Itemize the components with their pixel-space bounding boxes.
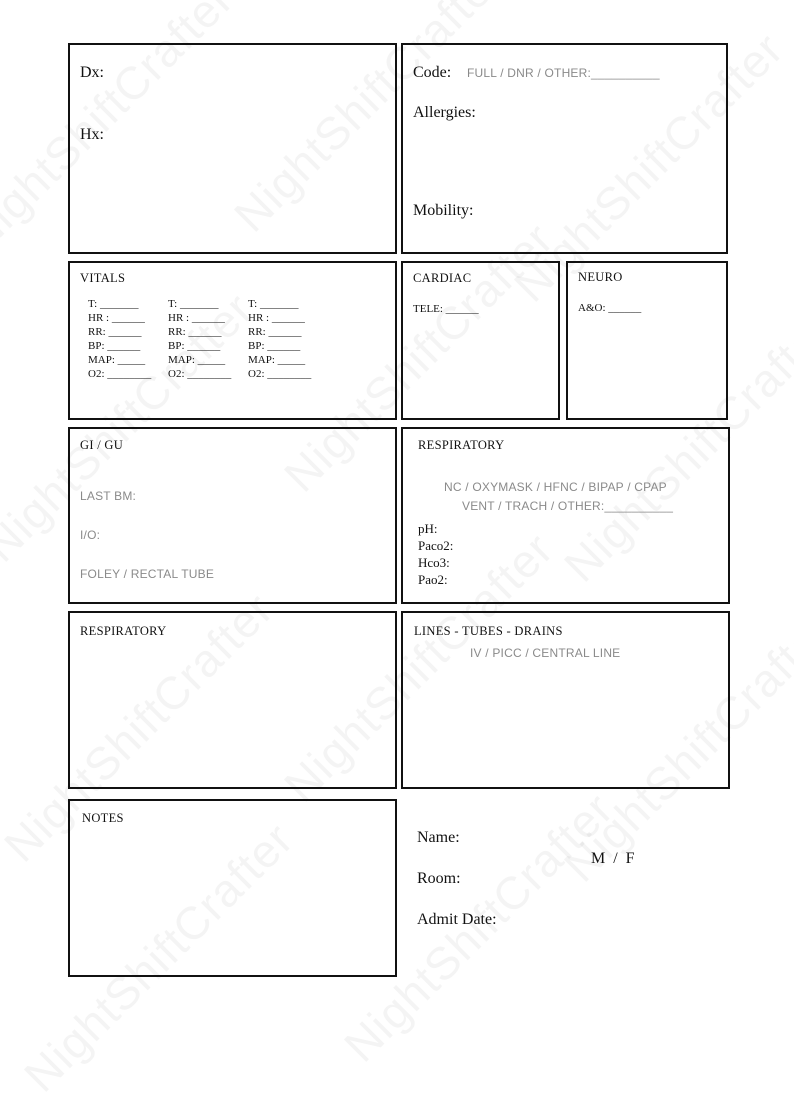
vitals-column bbox=[168, 297, 231, 381]
sex-options: M / F bbox=[591, 850, 635, 867]
respiratory-top-box bbox=[401, 427, 730, 604]
cardiac-box bbox=[401, 261, 560, 420]
admit-date-label: Admit Date: bbox=[417, 911, 497, 928]
code-options: FULL / DNR / OTHER:__________ bbox=[467, 66, 660, 80]
tele-field: TELE: ______ bbox=[413, 303, 479, 315]
respiratory-bottom-box bbox=[68, 611, 397, 789]
foley-options: FOLEY / RECTAL TUBE bbox=[80, 567, 215, 581]
code-allergies-box bbox=[401, 43, 728, 254]
respiratory-title: RESPIRATORY bbox=[418, 438, 505, 452]
vital-rr: RR: ______ bbox=[88, 326, 142, 338]
gi-gu-box bbox=[68, 427, 397, 604]
allergies-label: Allergies: bbox=[413, 104, 476, 121]
vitals-column bbox=[248, 297, 311, 381]
vitals-box bbox=[68, 261, 397, 420]
cardiac-title: CARDIAC bbox=[413, 271, 472, 285]
vital-t: T: _______ bbox=[168, 298, 219, 310]
pao2-label: Pao2: bbox=[418, 572, 448, 587]
vital-bp: BP: ______ bbox=[248, 340, 301, 352]
oxygen-options-line2: VENT / TRACH / OTHER:__________ bbox=[462, 499, 674, 513]
vital-o2: O2: ________ bbox=[248, 368, 312, 380]
notes-title: NOTES bbox=[82, 811, 124, 825]
vital-t: T: _______ bbox=[88, 298, 139, 310]
io-label: I/O: bbox=[80, 528, 101, 542]
last-bm-label: LAST BM: bbox=[80, 489, 137, 503]
code-label: Code: bbox=[413, 64, 452, 81]
paco2-label: Paco2: bbox=[418, 538, 454, 553]
vital-t: T: _______ bbox=[248, 298, 299, 310]
mobility-label: Mobility: bbox=[413, 202, 474, 219]
line-options: IV / PICC / CENTRAL LINE bbox=[470, 646, 621, 660]
lines-tubes-drains-box bbox=[401, 611, 730, 789]
vital-rr: RR: ______ bbox=[168, 326, 222, 338]
dx-label: Dx: bbox=[80, 64, 104, 81]
gi-gu-title: GI / GU bbox=[80, 438, 124, 452]
vitals-title: VITALS bbox=[80, 271, 126, 285]
vital-o2: O2: ________ bbox=[168, 368, 232, 380]
notes-box bbox=[68, 799, 397, 977]
ao-field: A&O: ______ bbox=[578, 302, 642, 314]
vital-bp: BP: ______ bbox=[88, 340, 141, 352]
neuro-title: NEURO bbox=[578, 270, 623, 284]
vital-hr: HR : ______ bbox=[248, 312, 305, 324]
vital-map: MAP: _____ bbox=[88, 354, 146, 366]
vitals-column bbox=[88, 297, 151, 381]
vital-o2: O2: ________ bbox=[88, 368, 152, 380]
hx-label: Hx: bbox=[80, 126, 104, 143]
vital-rr: RR: ______ bbox=[248, 326, 302, 338]
oxygen-options-line1: NC / OXYMASK / HFNC / BIPAP / CPAP bbox=[444, 480, 667, 494]
vital-map: MAP: _____ bbox=[248, 354, 306, 366]
hco3-label: Hco3: bbox=[418, 555, 450, 570]
diagnosis-history-box bbox=[68, 43, 397, 254]
respiratory-title: RESPIRATORY bbox=[80, 624, 167, 638]
ph-label: pH: bbox=[418, 521, 438, 536]
name-label: Name: bbox=[417, 829, 460, 846]
vital-hr: HR : ______ bbox=[88, 312, 145, 324]
lines-tubes-drains-title: LINES - TUBES - DRAINS bbox=[414, 624, 563, 638]
vital-bp: BP: ______ bbox=[168, 340, 221, 352]
room-label: Room: bbox=[417, 870, 461, 887]
vital-map: MAP: _____ bbox=[168, 354, 226, 366]
neuro-box bbox=[566, 261, 728, 420]
vital-hr: HR : ______ bbox=[168, 312, 225, 324]
